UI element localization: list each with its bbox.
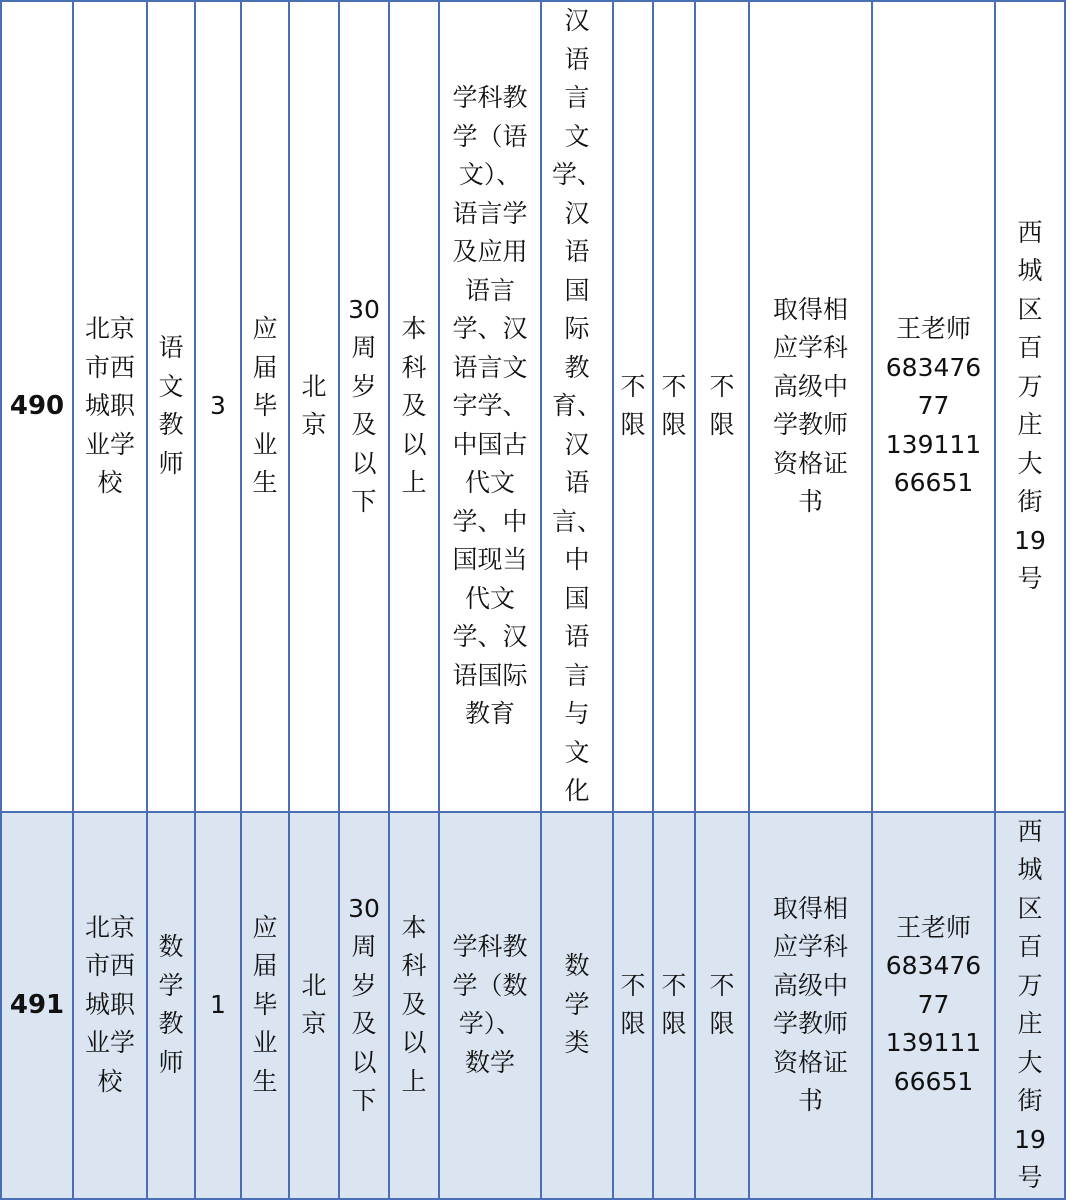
unlimited-cell-a — [613, 1, 653, 812]
unlimited-cell-b — [653, 1, 695, 812]
requirement-cell — [749, 812, 872, 1199]
identity-text: 应 届 毕 业 生 — [252, 912, 278, 1096]
age-cell — [339, 1, 389, 812]
contact-text: 王老师 683476 77 139111 66651 — [885, 912, 982, 1096]
unlimited-cell-b — [653, 812, 695, 1199]
grad-major-text: 学科教 学（数 学）、 数学 — [452, 932, 528, 1077]
unit-text: 北京 市西 城职 业学 校 — [84, 314, 135, 497]
unlimited-text: 不 限 — [620, 371, 646, 440]
hukou-cell — [289, 1, 339, 812]
requirement-cell — [749, 1, 872, 812]
count-cell — [195, 1, 241, 812]
address-text: 西 城 区 百 万 庄 大 街 19 号 — [1014, 816, 1046, 1192]
age-cell — [339, 812, 389, 1199]
education-cell — [389, 1, 439, 812]
education-text: 本 科 及 以 上 — [401, 314, 427, 497]
hukou-text: 北 京 — [301, 970, 327, 1038]
table-row — [1, 1, 1065, 812]
grad-major-cell — [439, 812, 541, 1199]
unlimited-text: 不 限 — [620, 970, 646, 1038]
grad-major-cell — [439, 1, 541, 812]
table-row — [1, 812, 1065, 1199]
grad-major-text: 学科教 学（语 文）、 语言学 及应用 语言 学、汉 语言文 字学、 中国古 代文 学、中 国现当 代文 学、汉 语国际 教育 — [452, 83, 528, 728]
post-text: 语 文 教 师 — [158, 333, 184, 478]
unit-cell — [73, 812, 147, 1199]
seq-cell — [1, 812, 73, 1199]
undergrad-major-cell — [541, 1, 613, 812]
seq-text: 490 — [9, 391, 65, 421]
unlimited-text: 不 限 — [709, 371, 735, 440]
post-text: 数 学 教 师 — [158, 932, 184, 1077]
age-text: 30 周 岁 及 以 下 — [348, 294, 380, 517]
unlimited-text: 不 限 — [661, 970, 687, 1038]
seq-cell — [1, 1, 73, 812]
unlimited-text: 不 限 — [709, 970, 735, 1038]
address-cell — [995, 812, 1065, 1199]
seq-text: 491 — [9, 989, 65, 1020]
identity-text: 应 届 毕 业 生 — [252, 314, 278, 497]
undergrad-major-text: 数 学 类 — [564, 951, 590, 1058]
age-text: 30 周 岁 及 以 下 — [348, 893, 380, 1115]
unlimited-cell-c — [695, 812, 749, 1199]
identity-cell — [241, 1, 289, 812]
hukou-cell — [289, 812, 339, 1199]
unlimited-cell-c — [695, 1, 749, 812]
contact-cell — [872, 1, 995, 812]
undergrad-major-cell — [541, 812, 613, 1199]
address-cell — [995, 1, 1065, 812]
requirement-text: 取得相 应学科 高级中 学教师 资格证 书 — [772, 294, 848, 517]
unit-text: 北京 市西 城职 业学 校 — [84, 912, 135, 1096]
unlimited-cell-a — [613, 812, 653, 1199]
contact-text: 王老师 683476 77 139111 66651 — [885, 314, 982, 497]
count-cell — [195, 812, 241, 1199]
address-text: 西 城 区 百 万 庄 大 街 19 号 — [1014, 217, 1046, 594]
undergrad-major-text: 汉 语 言 文 学、 汉 语 国 际 教 育、 汉 语 言、 中 国 语 言 与 文 化 — [551, 6, 602, 805]
contact-cell — [872, 812, 995, 1199]
post-cell — [147, 1, 195, 812]
count-text: 1 — [210, 989, 226, 1019]
count-text: 3 — [210, 391, 226, 420]
unit-cell — [73, 1, 147, 812]
education-cell — [389, 812, 439, 1199]
identity-cell — [241, 812, 289, 1199]
hukou-text: 北 京 — [301, 371, 327, 440]
education-text: 本 科 及 以 上 — [401, 912, 427, 1096]
unlimited-text: 不 限 — [661, 371, 687, 440]
requirement-text: 取得相 应学科 高级中 学教师 资格证 书 — [772, 893, 848, 1115]
post-cell — [147, 812, 195, 1199]
